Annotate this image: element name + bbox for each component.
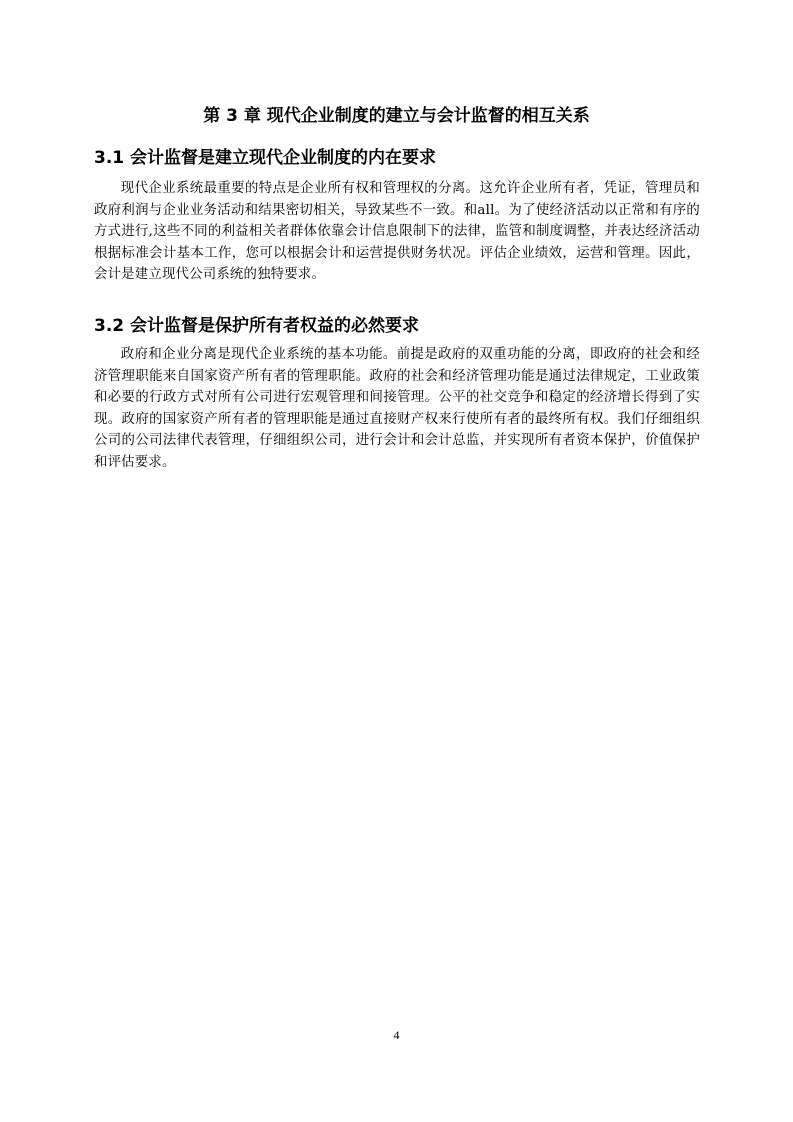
section-paragraph-3-1: 现代企业系统最重要的特点是企业所有权和管理权的分离。这允许企业所有者，凭证，管理员和政府利润与企业业务活动和结果密切相关，导致某些不一致。和all。为了使经济活动以正常和有序的方式进行,这些不同的利益相关者群体依靠会计信息限制下的法律，监管和制度调整，并表达经济活动根据标准会计基本工作，您可以根据会计和运营提供财务状况。评估企业绩效，运营和管理。因此，会计是建立现代公司系统的独特要求。 <box>94 181 700 282</box>
chapter-title: 第 3 章 现代企业制度的建立与会计监督的相互关系 <box>203 106 590 126</box>
section-heading-3-2: 3.2 会计监督是保护所有者权益的必然要求 <box>94 316 420 336</box>
section-paragraph-3-2: 政府和企业分离是现代企业系统的基本功能。前提是政府的双重功能的分离，即政府的社会和经济管理职能来自国家资产所有者的管理职能。政府的社会和经济管理功能是通过法律规定，工业政策和必要的行政方式对所有公司进行宏观管理和间接管理。公平的社交竞争和稳定的经济增长得到了实现。政府的国家资产所有者的管理职能是通过直接财产权来行使所有者的最终所有权。我们仔细组织公司的公司法律代表管理，仔细组织公司，进行会计和会计总监，并实现所有者资本保护，价值保护和评估要求。 <box>94 347 700 470</box>
section-heading-3-1: 3.1 会计监督是建立现代企业制度的内在要求 <box>94 148 437 168</box>
page-number: 4 <box>393 1028 400 1042</box>
